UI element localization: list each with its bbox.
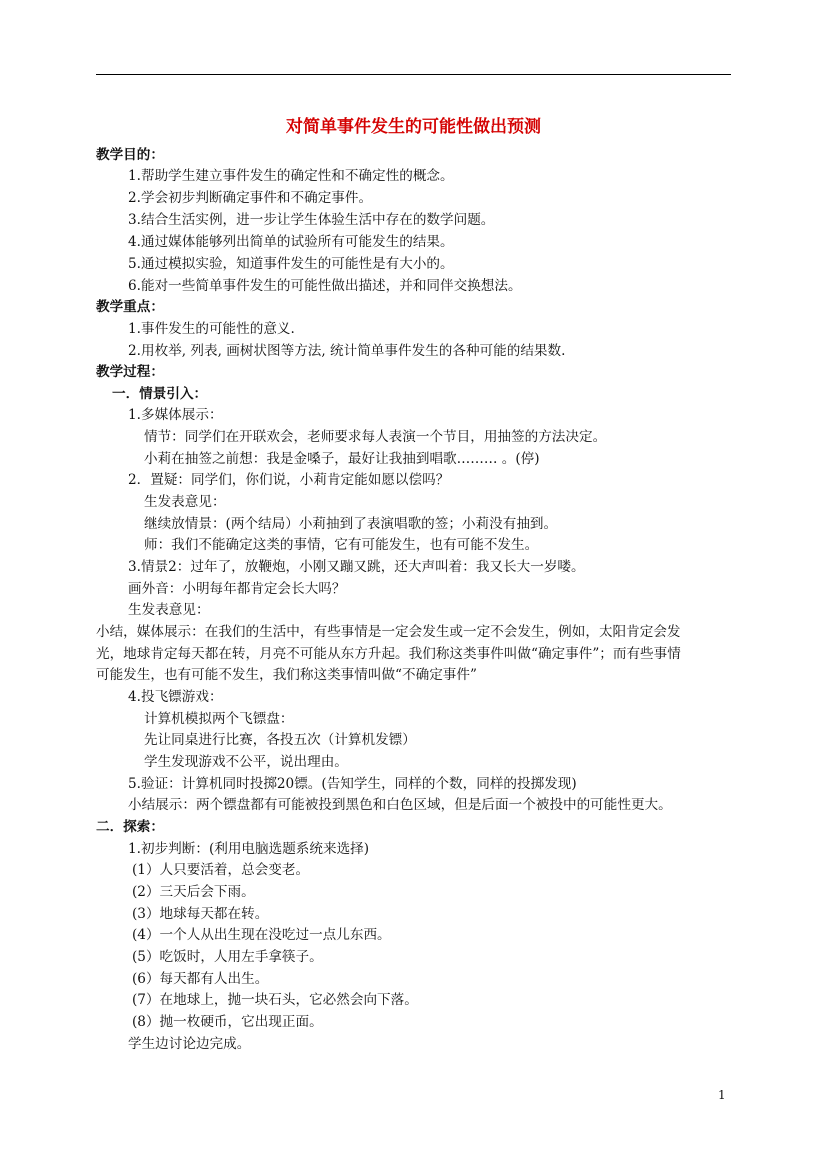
text-line: 先让同桌进行比赛，各投五次（计算机发镖） (144, 732, 416, 748)
text-line: 2．置疑：同学们，你们说，小莉肯定能如愿以偿吗？ (128, 472, 450, 488)
section-heading: 一．情景引入： (112, 386, 208, 402)
text-line: 1.事件发生的可能性的意义. (128, 321, 295, 337)
text-line: 师：我们不能确定这类的事情，它有可能发生，也有可能不发生。 (144, 537, 539, 553)
text-line: 2.学会初步判断确定事件和不确定事件。 (128, 190, 373, 206)
text-line: (5）吃饭时，人用左手拿筷子。 (132, 949, 323, 965)
page-number: 1 (718, 1088, 726, 1102)
text-line: 1.帮助学生建立事件发生的确定性和不确定性的概念。 (128, 168, 454, 184)
text-line: 1.多媒体展示： (128, 407, 223, 423)
text-line: 3.情景2：过年了，放鞭炮，小刚又蹦又跳，还大声叫着：我又长大一岁喽。 (128, 559, 585, 575)
text-line: 计算机模拟两个飞镖盘： (144, 711, 294, 727)
text-line: 生发表意见： (128, 602, 210, 618)
text-line: (1）人只要活着，总会变老。 (132, 862, 310, 878)
section-heading: 教学重点： (96, 299, 164, 315)
text-line: 小莉在抽签之前想：我是金嗓子，最好让我抽到唱歌……… 。(停) (144, 451, 540, 467)
text-line: 小结展示：两个镖盘都有可能被投到黑色和白色区域，但是后面一个被投中的可能性更大。 (128, 797, 672, 813)
text-line: 学生发现游戏不公平，说出理由。 (144, 754, 348, 770)
text-line: 5.验证：计算机同时投掷20镖。(告知学生，同样的个数，同样的投掷发现) (128, 776, 577, 792)
text-line: 继续放情景：(两个结局）小莉抽到了表演唱歌的签；小莉没有抽到。 (144, 516, 558, 532)
text-line: 4.通过媒体能够列出简单的试验所有可能发生的结果。 (128, 234, 454, 250)
header-rule (96, 74, 731, 75)
section-heading: 教学目的： (96, 147, 164, 163)
text-line: 画外音：小明每年都肯定会长大吗？ (128, 581, 346, 597)
text-line: 5.通过模拟实验，知道事件发生的可能性是有大小的。 (128, 256, 454, 272)
text-line: 学生边讨论边完成。 (128, 1036, 251, 1052)
text-line: (8）抛一枚硬币，它出现正面。 (132, 1014, 323, 1030)
text-line: (4）一个人从出生现在没吃过一点儿东西。 (132, 927, 391, 943)
text-line: 4.投飞镖游戏： (128, 689, 223, 705)
section-heading: 二．探索： (96, 819, 164, 835)
text-line: (7）在地球上，抛一块石头，它必然会向下落。 (132, 992, 418, 1008)
text-line: 3.结合生活实例，进一步让学生体验生活中存在的数学问题。 (128, 212, 495, 228)
section-heading: 教学过程： (96, 364, 164, 380)
text-line: 小结，媒体展示：在我们的生活中，有些事情是一定会发生或一定不会发生，例如，太阳肯定会发 (96, 624, 681, 640)
text-line: (6）每天都有人出生。 (132, 971, 269, 987)
text-line: (2）三天后会下雨。 (132, 884, 255, 900)
text-line: (3）地球每天都在转。 (132, 906, 269, 922)
text-line: 2.用枚举, 列表, 画树状图等方法, 统计简单事件发生的各种可能的结果数. (128, 343, 566, 359)
page-title: 对简单事件发生的可能性做出预测 (286, 117, 541, 137)
text-line: 情节：同学们在开联欢会，老师要求每人表演一个节目，用抽签的方法决定。 (144, 429, 607, 445)
text-line: 光，地球肯定每天都在转，月亮不可能从东方升起。我们称这类事件叫做“确定事件”；而有些事情 (96, 646, 681, 662)
text-line: 6.能对一些简单事件发生的可能性做出描述，并和同伴交换想法。 (128, 278, 522, 294)
text-line: 1.初步判断：(利用电脑选题系统来选择) (128, 841, 370, 857)
text-line: 可能发生，也有可能不发生，我们称这类事情叫做“不确定事件” (96, 667, 477, 683)
text-line: 生发表意见： (144, 494, 226, 510)
